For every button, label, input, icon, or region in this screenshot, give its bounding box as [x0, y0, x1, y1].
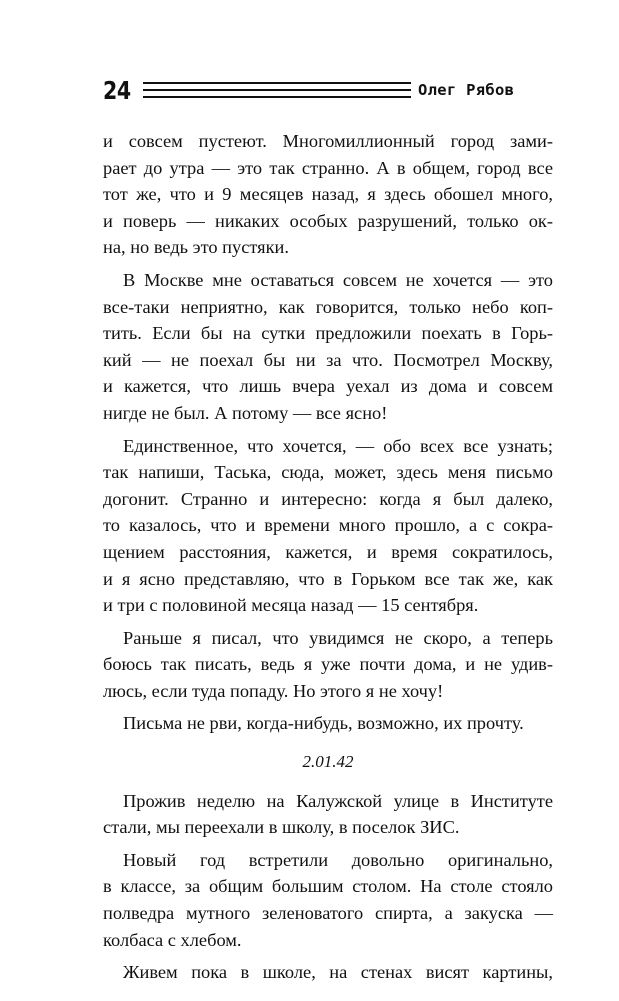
text-line: В Москве мне оставаться совсем не хочется — это: [123, 269, 553, 290]
text-line: и поверь — никаких особых разрушений, только ок-: [103, 210, 553, 231]
text-line: Раньше я писал, что увидимся не скоро, а теперь: [123, 627, 553, 648]
text-line: Живем пока в школе, на стенах висят картины,: [123, 962, 553, 983]
text-line: и кажется, что лишь вчера уехал из дома и совсем: [103, 376, 553, 397]
page-number: 24: [103, 76, 131, 105]
text-line: и я ясно представляю, что в Горьком все так же, как: [103, 568, 553, 589]
text-line: Новый год встретили довольно оригинально,: [123, 849, 553, 870]
text-line: все-таки неприятно, как говорится, только небо коп-: [103, 296, 553, 317]
text-line: и три с половиной месяца назад — 15 сентября.: [103, 595, 479, 616]
header-rule: [143, 89, 411, 91]
text-line: то казалось, что и времени много прошло, а с сокра-: [103, 515, 553, 536]
paragraph: [103, 128, 553, 261]
text-line: боюсь так писать, ведь я уже почти дома, и не удив-: [103, 654, 553, 675]
running-header: [103, 74, 553, 114]
header-rules: [143, 82, 411, 102]
paragraph: [103, 959, 553, 986]
text-line: догонит. Странно и интересно: когда я был далеко,: [103, 488, 553, 509]
text-line: так напиши, Таська, сюда, может, здесь меня письмо: [103, 462, 553, 483]
text-line: рает до утра — это так странно. А в общем, город все: [103, 157, 553, 178]
paragraph: [103, 847, 553, 953]
header-rule: [143, 96, 411, 98]
text-line: колбаса с хлебом.: [103, 929, 242, 950]
text-line: Прожив неделю на Калужской улице в Институте: [123, 790, 553, 811]
author-name: Олег Рябов: [418, 81, 515, 99]
paragraph: [103, 788, 553, 841]
text-line: Единственное, что хочется, — обо всех все узнать;: [123, 435, 553, 456]
body-text: [103, 128, 553, 986]
text-line: тить. Если бы на сутки предложили поехать в Горь-: [103, 323, 553, 344]
text-line: Письма не рви, когда-нибудь, возможно, их прочту.: [123, 713, 524, 734]
text-line: тот же, что и 9 месяцев назад, я здесь обошел много,: [103, 184, 553, 205]
entry-date: 2.01.42: [302, 752, 354, 772]
text-line: и совсем пустеют. Многомиллионный город зами-: [103, 131, 553, 151]
text-line: на, но ведь это пустяки.: [103, 237, 289, 258]
text-line: полведра мутного зеленоватого спирта, а закуска —: [103, 903, 553, 924]
text-line: кий — не поехал бы ни за что. Посмотрел Москву,: [103, 349, 553, 370]
paragraph: [103, 710, 553, 737]
text-line: щением расстояния, кажется, и время сократилось,: [103, 541, 553, 562]
paragraph: [103, 267, 553, 427]
paragraph: [103, 625, 553, 705]
text-line: стали, мы переехали в школу, в поселок ЗИС.: [103, 817, 460, 838]
header-rule: [143, 82, 411, 84]
text-line: в классе, за общим большим столом. На столе стояло: [103, 876, 553, 897]
text-line: нигде не был. А потому — все ясно!: [103, 402, 388, 423]
text-line: люсь, если туда попаду. Но этого я не хочу!: [103, 680, 444, 701]
paragraph: [103, 433, 553, 619]
